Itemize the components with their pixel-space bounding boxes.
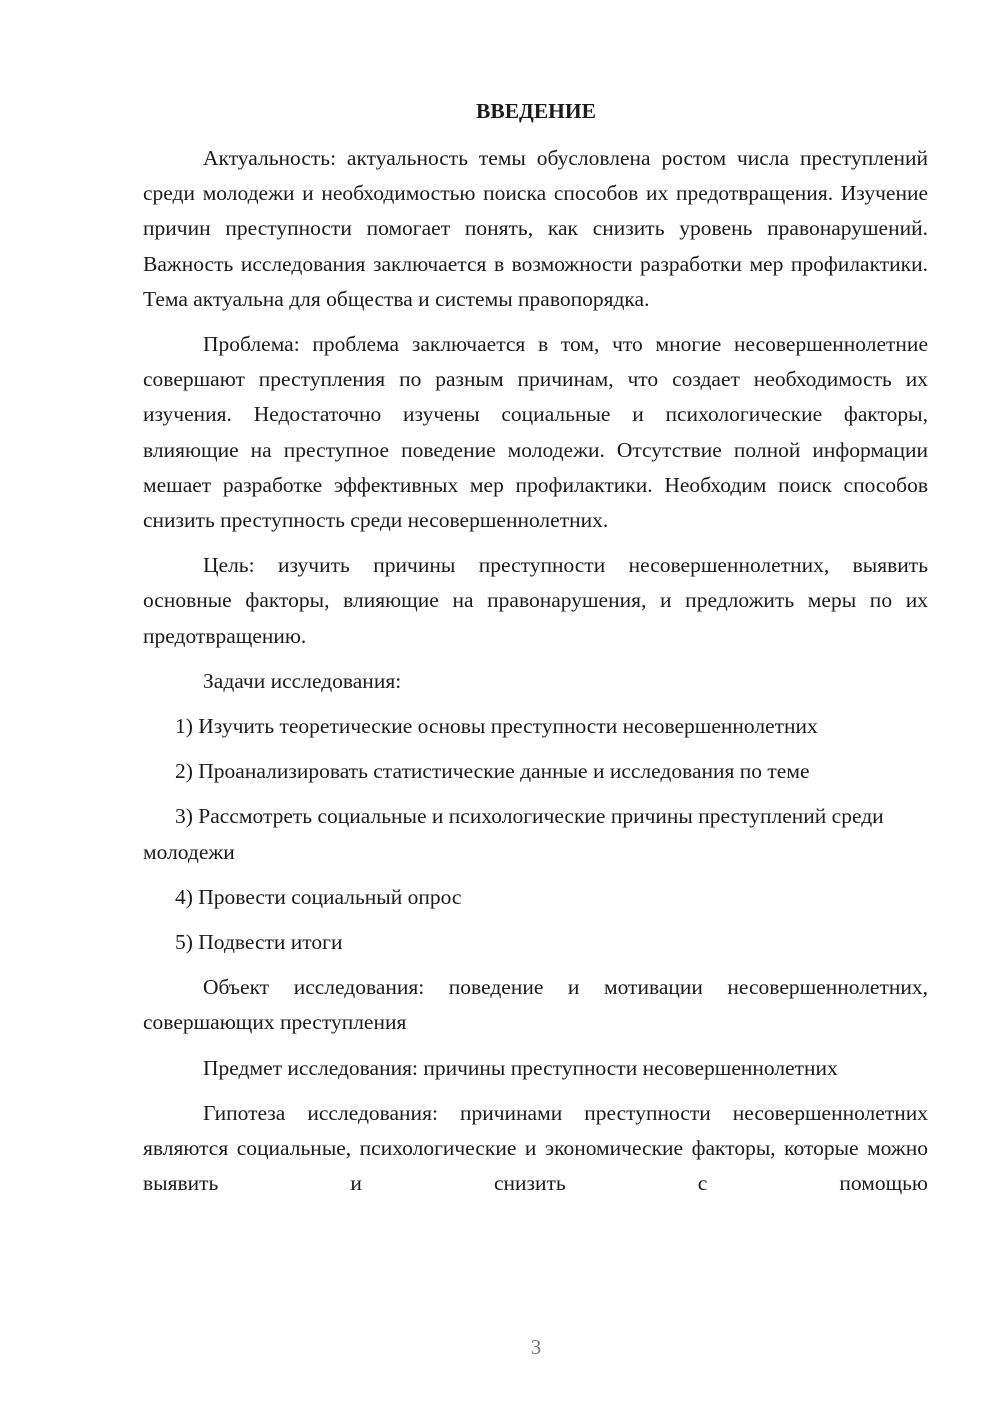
task-item: 4) Провести социальный опрос bbox=[175, 884, 462, 909]
page-number: 3 bbox=[530, 1335, 542, 1359]
tasks-title: Задачи исследования: bbox=[203, 668, 402, 693]
relevance-paragraph: Актуальность: актуальность темы обусловлена ростом числа преступлений среди молодежи и необходимостью поиска способов их предотвращения. Изучение причин преступности помогает понять, как снизить уровень правонарушений. Важность исследования заключается в возможности разработки мер профилактики. Тема актуальна для общества и системы правопорядка. bbox=[143, 146, 928, 311]
task-item: 3) Рассмотреть социальные и психологические причины преступлений среди молодежи bbox=[143, 804, 884, 864]
subject-paragraph: Предмет исследования: причины преступности несовершеннолетних bbox=[203, 1055, 838, 1080]
hypothesis-paragraph: Гипотеза исследования: причинами преступности несовершеннолетних являются социальные, психологические и экономические факторы, которые можно выявить и снизить с помощью bbox=[143, 1100, 928, 1196]
document-body bbox=[143, 141, 928, 1211]
object-paragraph: Объект исследования: поведение и мотивации несовершеннолетних, совершающих преступления bbox=[143, 975, 928, 1035]
goal-paragraph: Цель: изучить причины преступности несовершеннолетних, выявить основные факторы, влияющие на правонарушения, и предложить меры по их предотвращению. bbox=[143, 553, 928, 648]
task-item: 2) Проанализировать статистические данные и исследования по теме bbox=[175, 759, 810, 784]
problem-paragraph: Проблема: проблема заключается в том, что многие несовершеннолетние совершают преступления по разным причинам, что создает необходимость их изучения. Недостаточно изучены социальные и психологические факторы, влияющие на преступное поведение молодежи. Отсутствие полной информации мешает разработке эффективных мер профилактики. Необходим поиск способов снизить преступность среди несовершеннолетних. bbox=[143, 332, 928, 533]
page-title: ВВЕДЕНИЕ bbox=[476, 99, 596, 123]
task-item: 1) Изучить теоретические основы преступности несовершеннолетних bbox=[175, 714, 818, 739]
task-item: 5) Подвести итоги bbox=[175, 930, 343, 955]
